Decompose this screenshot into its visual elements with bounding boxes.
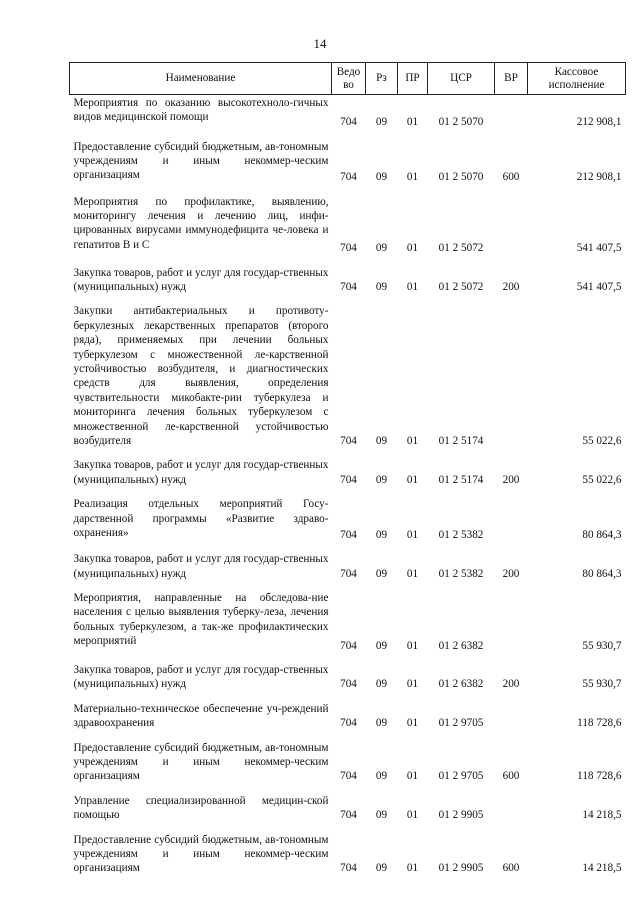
- page-number: 14: [313, 36, 327, 51]
- row-expense-type: [495, 298, 528, 452]
- row-name: Предоставление субсидий бюджетным, ав-тономным учреждениям и иным некоммер-ческим организациям: [73, 833, 329, 875]
- row-section: 09: [375, 434, 388, 447]
- row-name: Закупка товаров, работ и услуг для государ-ственных (муниципальных) нужд: [73, 664, 329, 691]
- table-row: [70, 546, 626, 585]
- row-dept: 704: [340, 171, 357, 184]
- table-row: [70, 134, 626, 189]
- row-name: Материально-техническое обеспечение уч-реждений здравоохранения: [73, 702, 329, 730]
- row-cash: 541 407,5: [576, 280, 622, 293]
- header-section: Рз: [366, 63, 398, 95]
- row-dept: 704: [340, 639, 357, 652]
- row-cash: 14 218,5: [582, 809, 622, 822]
- row-section: 09: [375, 678, 388, 691]
- row-cash: 14 218,5: [582, 862, 622, 875]
- table-row: [70, 452, 626, 491]
- row-name: Управление специализированной медицин-ской помощью: [73, 794, 329, 822]
- row-cash: 118 728,6: [577, 770, 622, 783]
- row-target: 01 2 6382: [438, 639, 484, 652]
- row-section: 09: [375, 528, 388, 541]
- table-header-row: [70, 63, 626, 95]
- row-target: 01 2 5072: [438, 242, 484, 255]
- row-expense-type: [495, 788, 528, 827]
- row-cash: 541 407,5: [576, 242, 622, 255]
- row-target: 01 2 5072: [438, 280, 484, 293]
- row-name: Мероприятия, направленные на обследова-ние населения с целью выявления туберку-леза, лечения больных туберкулезом, а так-же профилактических мероприятий: [73, 592, 329, 648]
- row-target: 01 2 5382: [438, 567, 484, 580]
- row-name: Реализация отдельных мероприятий Госу-дарственной программы «Развитие здраво-охранения»: [73, 498, 329, 539]
- row-expense-type: [495, 696, 528, 735]
- row-target: 01 2 9905: [438, 862, 484, 875]
- table-row: [70, 735, 626, 788]
- row-dept: 704: [340, 862, 357, 875]
- table-row: [70, 491, 626, 546]
- row-expense-type: 200: [502, 567, 520, 580]
- row-target: 01 2 9705: [438, 717, 484, 730]
- row-cash: 80 864,3: [582, 528, 622, 541]
- row-subsection: 01: [406, 116, 419, 129]
- row-section: 09: [375, 116, 388, 129]
- table-row: [70, 585, 626, 657]
- row-cash: 118 728,6: [577, 717, 622, 730]
- row-name: Закупка товаров, работ и услуг для государ-ственных (муниципальных) нужд: [73, 553, 329, 580]
- row-cash: 55 930,7: [582, 678, 622, 691]
- row-cash: 55 022,6: [582, 473, 622, 486]
- row-name: Закупка товаров, работ и услуг для государ-ственных (муниципальных) нужд: [73, 459, 329, 486]
- row-cash: 212 908,1: [576, 171, 622, 184]
- row-name: Предоставление субсидий бюджетным, ав-тономным учреждениям и иным некоммер-ческим организациям: [73, 741, 329, 783]
- row-expense-type: [495, 189, 528, 260]
- row-subsection: 01: [406, 770, 419, 783]
- row-subsection: 01: [406, 171, 419, 184]
- budget-table: [69, 62, 626, 880]
- row-expense-type: 600: [502, 770, 520, 783]
- row-dept: 704: [340, 473, 357, 486]
- row-subsection: 01: [406, 678, 419, 691]
- header-expense-type: ВР: [495, 63, 528, 95]
- row-section: 09: [375, 280, 388, 293]
- header-cash: Кассовое исполнение: [528, 63, 626, 95]
- row-subsection: 01: [406, 809, 419, 822]
- row-subsection: 01: [406, 280, 419, 293]
- row-section: 09: [375, 717, 388, 730]
- row-dept: 704: [340, 280, 357, 293]
- row-name: Мероприятия по оказанию высокотехноло-гичных видов медицинской помощи: [73, 97, 329, 124]
- table-row: [70, 827, 626, 880]
- row-target: 01 2 9705: [438, 770, 484, 783]
- row-cash: 80 864,3: [582, 567, 622, 580]
- row-expense-type: 600: [502, 862, 520, 875]
- row-section: 09: [375, 473, 388, 486]
- row-expense-type: [495, 95, 528, 134]
- table-row: [70, 657, 626, 696]
- table-row: [70, 788, 626, 827]
- row-subsection: 01: [406, 242, 419, 255]
- table-row: [70, 189, 626, 260]
- row-subsection: 01: [406, 528, 419, 541]
- header-dept: Ведо во: [332, 63, 366, 95]
- row-subsection: 01: [406, 434, 419, 447]
- row-target: 01 2 5174: [438, 473, 484, 486]
- row-target: 01 2 6382: [438, 678, 484, 691]
- row-cash: 55 930,7: [582, 639, 622, 652]
- row-section: 09: [375, 862, 388, 875]
- row-dept: 704: [340, 567, 357, 580]
- row-subsection: 01: [406, 717, 419, 730]
- row-section: 09: [375, 171, 388, 184]
- header-target: ЦСР: [428, 63, 495, 95]
- row-expense-type: 200: [502, 473, 520, 486]
- row-cash: 212 908,1: [576, 116, 622, 129]
- row-section: 09: [375, 242, 388, 255]
- row-dept: 704: [340, 717, 357, 730]
- row-target: 01 2 9905: [438, 809, 484, 822]
- row-dept: 704: [340, 434, 357, 447]
- table-body: [70, 95, 626, 880]
- row-expense-type: [495, 491, 528, 546]
- row-name: Предоставление субсидий бюджетным, ав-тономным учреждениям и иным некоммер-ческим организациям: [73, 140, 329, 182]
- row-expense-type: 600: [502, 171, 520, 184]
- row-subsection: 01: [406, 473, 419, 486]
- row-expense-type: 200: [502, 280, 520, 293]
- row-dept: 704: [340, 678, 357, 691]
- row-cash: 55 022,6: [582, 434, 622, 447]
- row-name: Мероприятия по профилактике, выявлению, мониторингу лечения и лечению лиц, инфи-цированных вирусами иммунодефицита че-ловека и гепатитов В и С: [73, 195, 329, 251]
- row-name: Закупка товаров, работ и услуг для государ-ственных (муниципальных) нужд: [73, 266, 329, 293]
- table-row: [70, 298, 626, 452]
- row-section: 09: [375, 639, 388, 652]
- row-section: 09: [375, 567, 388, 580]
- row-expense-type: 200: [502, 678, 520, 691]
- row-section: 09: [375, 809, 388, 822]
- row-subsection: 01: [406, 862, 419, 875]
- row-target: 01 2 5070: [438, 116, 484, 129]
- header-subsection: ПР: [398, 63, 428, 95]
- table-row: [70, 696, 626, 735]
- row-target: 01 2 5174: [438, 434, 484, 447]
- row-subsection: 01: [406, 567, 419, 580]
- table-row: [70, 95, 626, 134]
- row-subsection: 01: [406, 639, 419, 652]
- row-dept: 704: [340, 116, 357, 129]
- row-dept: 704: [340, 528, 357, 541]
- row-dept: 704: [340, 809, 357, 822]
- row-name: Закупки антибактериальных и противоту-беркулезных лекарственных препаратов (второго ряда), применяемых при лечении больных туберкулезом с множественной ле-карственной устойчивостью возбудителя, и диагностических средств для выявления, определения чувствительности микобакте-рии туберкулеза и мониторинга лечения больных туберкулезом с множественной ле-карственной устойчивостью возбудителя: [73, 305, 329, 447]
- row-target: 01 2 5070: [438, 171, 484, 184]
- row-section: 09: [375, 770, 388, 783]
- row-target: 01 2 5382: [438, 528, 484, 541]
- table-row: [70, 260, 626, 299]
- row-dept: 704: [340, 770, 357, 783]
- header-name: Наименование: [70, 63, 332, 95]
- row-expense-type: [495, 585, 528, 657]
- row-dept: 704: [340, 242, 357, 255]
